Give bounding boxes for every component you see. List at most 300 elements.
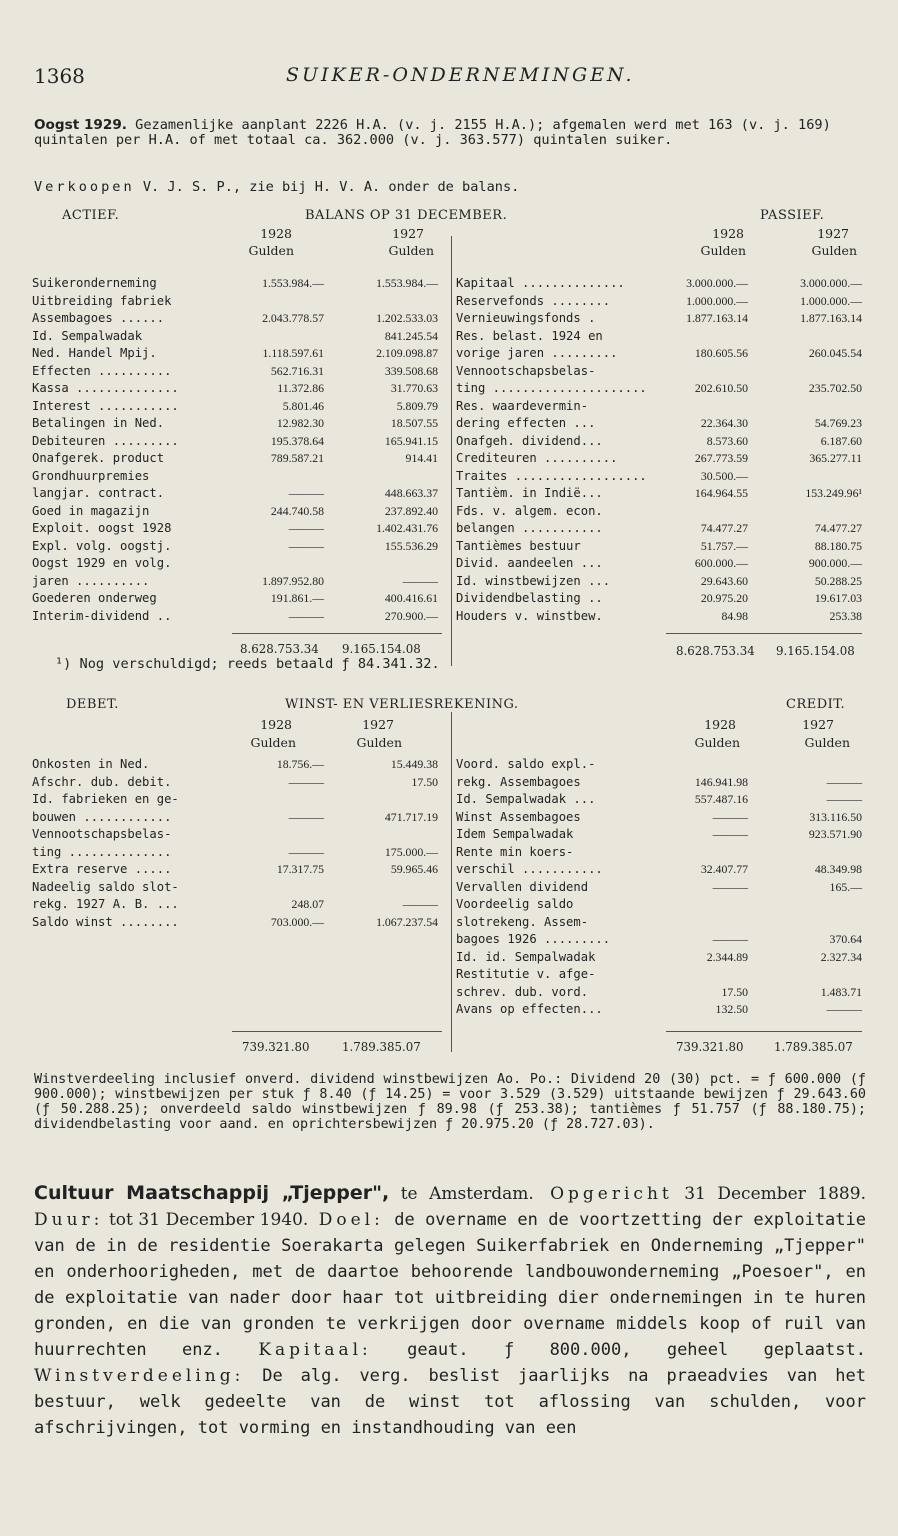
row-value-1928: 3.000.000.—: [686, 276, 748, 290]
row-label: Reservefonds ........: [456, 293, 611, 308]
passief-row: [456, 345, 862, 363]
row-label: belangen ...........: [456, 521, 603, 535]
debet-row: [32, 756, 438, 774]
credit-row: [456, 809, 862, 827]
row-value-1928: [656, 914, 748, 932]
balans-total-right-b: 9.165.154.08: [776, 644, 855, 658]
row-value-1928: ———: [288, 521, 324, 535]
passief-table: [456, 275, 862, 625]
row-value-1927: 400.416.61: [384, 591, 438, 605]
row-label: Saldo winst ........: [32, 914, 179, 929]
balans-right-total-rule: [666, 633, 862, 634]
credit-row: [456, 931, 862, 949]
row-label: rekg. Assembagoes: [456, 774, 581, 789]
row-value-1928: 1.897.952.80: [262, 573, 324, 588]
row-value-1928: ———: [288, 486, 324, 500]
row-label: Onkosten in Ned.: [32, 757, 150, 771]
cultuur-place: te Amsterdam.: [389, 1184, 534, 1204]
balans-total-left-b: 9.165.154.08: [342, 642, 421, 656]
row-value-1927: 59.965.46: [390, 862, 438, 876]
row-value-1927: 270.900.—: [384, 608, 438, 623]
row-value-1928: 146.941.98: [694, 774, 748, 789]
passief-row: [456, 433, 862, 451]
oogst-text: Gezamenlijke aanplant 2226 H.A. (v. j. 2155 H.A.); afgemalen werd met 163 (v. j. 169) quintalen per H.A. of met totaal ca. 362.000 (v. j. 363.577) quintalen suiker.: [34, 117, 831, 148]
row-value-1927: 19.617.03: [814, 591, 862, 605]
winst-right-caption: CREDIT.: [786, 697, 846, 712]
actief-row: [32, 380, 438, 398]
passief-row: [456, 608, 862, 626]
row-value-1928: [656, 398, 748, 416]
debet-row: [32, 879, 438, 897]
row-value-1927: [748, 966, 862, 984]
balans-footnote: ¹) Nog verschuldigd; reeds betaald ƒ 84.341.32.: [55, 656, 440, 672]
row-value-1928: 51.757.—: [700, 538, 748, 553]
actief-row: [32, 433, 438, 451]
row-value-1928: [656, 756, 748, 774]
duur-text: tot 31 December 1940.: [103, 1210, 309, 1230]
row-value-1927: 153.249.96¹: [805, 486, 862, 500]
kapitaal-text: geaut. ƒ 800.000, geheel geplaatst.: [371, 1340, 866, 1360]
row-label: Id. winstbewijzen ...: [456, 573, 611, 588]
oogst-label: Oogst 1929.: [34, 117, 127, 133]
balans-right-year-b: 1927: [817, 226, 849, 241]
balans-right-caption: PASSIEF.: [760, 208, 825, 223]
row-label: Res. waardevermin-: [456, 398, 589, 413]
debet-row: [32, 896, 438, 914]
winst-total-right-a: 739.321.80: [676, 1040, 744, 1054]
passief-row: [456, 450, 862, 468]
row-label: Voord. saldo expl.-: [456, 757, 596, 771]
balans-right-unit-a: Gulden: [700, 243, 746, 258]
row-value-1927: 1.553.984.—: [376, 276, 438, 290]
credit-row: [456, 1001, 862, 1019]
passief-row: [456, 573, 862, 591]
row-value-1927: 260.045.54: [808, 346, 862, 360]
row-label: Houders v. winstbew.: [456, 608, 603, 623]
row-value-1927: [748, 328, 862, 346]
actief-row: [32, 310, 438, 328]
winst-divider: [451, 712, 452, 1052]
row-value-1927: ———: [402, 573, 438, 588]
row-value-1928: ———: [712, 932, 748, 946]
winst-left-year-a: 1928: [260, 717, 292, 732]
row-value-1928: 202.610.50: [694, 381, 748, 395]
passief-row: [456, 293, 862, 311]
row-value-1927: 1.402.431.76: [376, 521, 438, 535]
row-value-1928: 248.07: [291, 897, 324, 911]
balans-left-caption: ACTIEF.: [62, 208, 120, 223]
passief-row: [456, 485, 862, 503]
actief-row: [32, 608, 438, 626]
verkoopen-label: Verkoopen: [34, 179, 135, 195]
row-label: Goederen onderweg: [32, 591, 157, 605]
doel-text: de overname en de voortzetting der exploitatie van de in de residentie Soerakarta gelegen Suikerfabriek en Onderneming „Tjepper" en onderhoorigheden, met de daartoe behoorende landbouwonderneming „Poesoer", en de exploitatie van nader door haar tot uitbreiding dier ondernemingen in te huren gronden, en die van gronden te verkrijgen door overname middels koop of ruil van huurrechten enz.: [34, 1210, 866, 1360]
duur-label: Duur:: [34, 1210, 104, 1230]
row-value-1928: 562.716.31: [270, 363, 324, 378]
row-value-1927: 914.41: [405, 451, 438, 465]
row-value-1927: 923.571.90: [808, 827, 862, 841]
row-value-1927: [324, 826, 438, 844]
row-value-1928: 191.861.—: [270, 591, 324, 605]
row-value-1927: 50.288.25: [814, 573, 862, 588]
row-value-1928: 1.553.984.—: [262, 276, 324, 290]
row-value-1928: 1.000.000.—: [686, 293, 748, 308]
row-value-1927: 2.327.34: [820, 949, 862, 964]
winstverdeeling-label: Winstverdeeling:: [34, 1366, 245, 1386]
row-value-1928: 29.643.60: [700, 573, 748, 588]
actief-row: [32, 468, 438, 486]
row-value-1927: 313.116.50: [809, 809, 862, 824]
credit-row: [456, 896, 862, 914]
row-label: Divid. aandeelen ...: [456, 556, 603, 570]
row-label: Tantièmes bestuur: [456, 538, 581, 553]
row-value-1928: 30.500.—: [700, 468, 748, 483]
row-label: slotrekeng. Assem-: [456, 914, 589, 929]
row-value-1928: 2.043.778.57: [262, 311, 324, 325]
balans-total-right-a: 8.628.753.34: [676, 644, 755, 658]
row-label: Id. Sempalwadak: [32, 328, 143, 343]
row-label: Crediteuren ..........: [456, 451, 618, 465]
credit-row: [456, 791, 862, 809]
row-value-1928: [232, 555, 324, 573]
row-label: Onafgeh. dividend...: [456, 433, 603, 448]
credit-row: [456, 826, 862, 844]
row-value-1928: 1.877.163.14: [686, 311, 748, 325]
actief-row: [32, 573, 438, 591]
row-value-1928: 5.801.46: [282, 398, 324, 413]
row-value-1927: ———: [826, 774, 862, 789]
row-value-1927: 165.—: [829, 879, 862, 894]
row-value-1927: [324, 555, 438, 573]
actief-row: [32, 590, 438, 608]
row-value-1928: [656, 363, 748, 381]
row-value-1928: 2.344.89: [706, 949, 748, 964]
debet-row: [32, 774, 438, 792]
row-value-1928: ———: [712, 879, 748, 894]
row-value-1928: [656, 896, 748, 914]
row-label: Assembagoes ......: [32, 311, 165, 325]
row-value-1927: 48.349.98: [814, 862, 862, 876]
balans-center-caption: BALANS OP 31 DECEMBER.: [305, 208, 508, 223]
row-value-1928: 11.372.86: [277, 381, 324, 395]
winst-left-year-b: 1927: [362, 717, 394, 732]
row-value-1927: ———: [826, 792, 862, 806]
credit-row: [456, 949, 862, 967]
row-label: Exploit. oogst 1928: [32, 521, 172, 535]
row-value-1927: 365.277.11: [809, 451, 862, 465]
row-label: Vennootschapsbelas-: [456, 363, 596, 378]
row-value-1928: 17.50: [721, 984, 748, 999]
actief-row: [32, 293, 438, 311]
row-label: Dividendbelasting ..: [456, 591, 603, 605]
row-label: Interim-dividend ..: [32, 608, 172, 623]
row-value-1927: 471.717.19: [384, 809, 438, 824]
row-label: Id. fabrieken en ge-: [32, 792, 179, 806]
row-value-1927: [748, 468, 862, 486]
passief-row: [456, 328, 862, 346]
row-label: Rente min koers-: [456, 844, 574, 859]
row-value-1928: 8.573.60: [706, 433, 748, 448]
row-value-1927: [324, 293, 438, 311]
balans-right-year-a: 1928: [712, 226, 744, 241]
row-value-1928: [232, 468, 324, 486]
row-value-1927: [748, 503, 862, 521]
row-value-1927: 155.536.29: [384, 538, 438, 553]
row-value-1927: [748, 398, 862, 416]
passief-row: [456, 590, 862, 608]
row-value-1927: ———: [826, 1002, 862, 1016]
row-value-1927: 900.000.—: [808, 556, 862, 570]
row-label: Restitutie v. afge-: [456, 967, 596, 981]
row-value-1928: ———: [712, 827, 748, 841]
passief-row: [456, 380, 862, 398]
row-label: Uitbreiding fabriek: [32, 293, 172, 308]
row-value-1928: ———: [288, 844, 324, 859]
row-value-1927: [748, 363, 862, 381]
actief-row: [32, 328, 438, 346]
row-value-1927: 17.50: [411, 774, 438, 789]
row-value-1927: 1.000.000.—: [800, 293, 862, 308]
row-label: Voordeelig saldo: [456, 897, 574, 911]
row-value-1927: 1.202.533.03: [376, 311, 438, 325]
actief-row: [32, 538, 438, 556]
credit-table: [456, 756, 862, 1019]
row-label: Winst Assembagoes: [456, 809, 581, 824]
balans-left-total-rule: [232, 633, 442, 634]
debet-row: [32, 826, 438, 844]
winst-left-caption: DEBET.: [66, 697, 119, 712]
balans-divider: [451, 236, 452, 666]
row-label: Kassa ..............: [32, 381, 179, 395]
row-value-1927: ———: [402, 897, 438, 911]
winst-left-total-rule: [232, 1031, 442, 1032]
row-label: langjar. contract.: [32, 486, 165, 500]
credit-row: [456, 774, 862, 792]
debet-table: [32, 756, 438, 931]
row-label: rekg. 1927 A. B. ...: [32, 897, 179, 911]
row-label: ting .....................: [456, 381, 647, 395]
row-label: Id. Sempalwadak ...: [456, 792, 596, 806]
balans-total-left-a: 8.628.753.34: [240, 642, 319, 656]
row-label: Debiteuren .........: [32, 433, 179, 448]
winst-total-left-b: 1.789.385.07: [342, 1040, 421, 1054]
row-label: Vernieuwingsfonds .: [456, 311, 596, 325]
row-value-1927: 253.38: [829, 608, 862, 623]
passief-row: [456, 503, 862, 521]
row-label: Interest ...........: [32, 398, 179, 413]
balans-right-unit-b: Gulden: [811, 243, 857, 258]
winst-center-caption: WINST- EN VERLIESREKENING.: [285, 697, 519, 712]
row-value-1928: [232, 826, 324, 844]
row-label: vorige jaren .........: [456, 346, 618, 360]
row-label: Tantièm. in Indië...: [456, 486, 603, 500]
row-value-1927: 88.180.75: [814, 538, 862, 553]
actief-row: [32, 555, 438, 573]
actief-row: [32, 503, 438, 521]
debet-row: [32, 914, 438, 932]
row-label: Grondhuurpremies: [32, 468, 150, 483]
row-value-1928: ———: [712, 809, 748, 824]
actief-row: [32, 275, 438, 293]
balans-left-year-b: 1927: [392, 226, 424, 241]
row-label: bouwen ............: [32, 809, 172, 824]
row-label: Oogst 1929 en volg.: [32, 556, 172, 570]
row-value-1928: ———: [288, 538, 324, 553]
row-value-1928: 600.000.—: [694, 556, 748, 570]
row-value-1927: [748, 756, 862, 774]
row-value-1927: [324, 791, 438, 809]
row-value-1928: 244.740.58: [270, 503, 324, 518]
row-label: Extra reserve .....: [32, 862, 172, 876]
passief-row: [456, 415, 862, 433]
row-value-1928: ———: [288, 809, 324, 824]
row-value-1928: 789.587.21: [270, 451, 324, 465]
row-label: Effecten ..........: [32, 363, 172, 378]
row-label: Nadeelig saldo slot-: [32, 879, 179, 894]
passief-row: [456, 275, 862, 293]
row-label: Avans op effecten...: [456, 1002, 603, 1016]
row-label: Suikeronderneming: [32, 276, 157, 290]
row-label: Vennootschapsbelas-: [32, 827, 172, 841]
row-value-1928: 267.773.59: [694, 451, 748, 465]
row-value-1927: [324, 879, 438, 897]
actief-row: [32, 520, 438, 538]
row-value-1927: 339.508.68: [384, 363, 438, 378]
credit-row: [456, 914, 862, 932]
credit-row: [456, 861, 862, 879]
row-value-1927: 165.941.15: [384, 433, 438, 448]
row-value-1927: 3.000.000.—: [800, 276, 862, 290]
row-value-1928: [656, 328, 748, 346]
row-label: Res. belast. 1924 en: [456, 328, 603, 343]
row-value-1927: 1.483.71: [820, 984, 862, 999]
oogst-paragraph: [34, 118, 866, 148]
row-value-1928: 1.118.597.61: [262, 346, 324, 360]
credit-row: [456, 966, 862, 984]
winst-left-unit-a: Gulden: [250, 735, 296, 750]
row-value-1927: 370.64: [829, 932, 862, 946]
winst-total-left-a: 739.321.80: [242, 1040, 310, 1054]
row-value-1928: 22.364.30: [700, 416, 748, 430]
row-label: dering effecten ...: [456, 416, 596, 430]
row-value-1927: [748, 896, 862, 914]
row-value-1928: 32.407.77: [700, 862, 748, 876]
actief-row: [32, 485, 438, 503]
passief-row: [456, 555, 862, 573]
row-label: jaren ..........: [32, 573, 150, 588]
row-value-1927: 5.809.79: [396, 398, 438, 413]
row-label: Vervallen dividend: [456, 879, 589, 894]
row-value-1928: 74.477.27: [700, 521, 748, 535]
winst-right-unit-b: Gulden: [804, 735, 850, 750]
row-value-1927: 448.663.37: [384, 486, 438, 500]
row-value-1928: 12.982.30: [276, 416, 324, 430]
passief-row: [456, 468, 862, 486]
credit-row: [456, 879, 862, 897]
row-value-1927: 1.067.237.54: [376, 914, 438, 929]
row-value-1928: 132.50: [715, 1002, 748, 1016]
actief-row: [32, 450, 438, 468]
row-value-1928: 17.317.75: [276, 862, 324, 876]
winst-right-year-b: 1927: [802, 717, 834, 732]
row-value-1928: 195.378.64: [270, 433, 324, 448]
verkoopen-paragraph: [34, 180, 866, 195]
row-label: Betalingen in Ned.: [32, 416, 165, 430]
page-number: 1368: [34, 64, 85, 88]
row-value-1928: [656, 966, 748, 984]
row-label: Expl. volg. oogstj.: [32, 538, 172, 553]
debet-row: [32, 861, 438, 879]
row-value-1927: 6.187.60: [820, 433, 862, 448]
winst-right-year-a: 1928: [704, 717, 736, 732]
debet-row: [32, 809, 438, 827]
row-value-1928: 164.964.55: [694, 486, 748, 500]
kapitaal-label: Kapitaal:: [258, 1340, 372, 1360]
actief-row: [32, 345, 438, 363]
row-value-1928: [656, 503, 748, 521]
row-value-1927: 54.769.23: [814, 416, 862, 430]
row-value-1928: [232, 791, 324, 809]
passief-row: [456, 310, 862, 328]
row-label: Goed in magazijn: [32, 503, 150, 518]
credit-row: [456, 756, 862, 774]
balans-left-unit-b: Gulden: [388, 243, 434, 258]
winst-left-unit-b: Gulden: [356, 735, 402, 750]
row-value-1928: [232, 328, 324, 346]
row-value-1928: 180.605.56: [694, 346, 748, 360]
passief-row: [456, 363, 862, 381]
passief-row: [456, 538, 862, 556]
row-label: Ned. Handel Mpij.: [32, 346, 157, 360]
row-value-1927: [324, 468, 438, 486]
credit-row: [456, 984, 862, 1002]
row-value-1928: ———: [288, 608, 324, 623]
actief-table: [32, 275, 438, 625]
row-value-1927: 2.109.098.87: [376, 346, 438, 360]
row-value-1927: [748, 844, 862, 862]
passief-row: [456, 398, 862, 416]
cultuur-title: Cultuur Maatschappij „Tjepper",: [34, 1182, 390, 1204]
actief-row: [32, 398, 438, 416]
balans-left-unit-a: Gulden: [248, 243, 294, 258]
row-label: verschil ...........: [456, 862, 603, 876]
row-label: Id. id. Sempalwadak: [456, 949, 596, 964]
row-value-1928: 557.487.16: [694, 792, 748, 806]
row-value-1927: 18.507.55: [390, 416, 438, 430]
row-value-1927: 841.245.54: [384, 328, 438, 343]
winstverdeeling-text: De alg. verg. beslist jaarlijks na praeadvies van het bestuur, welk gedeelte van de winst tot aflossing van schulden, voor afschrijvingen, tot vorming en instandhouding van een: [34, 1366, 866, 1438]
row-value-1928: 20.975.20: [700, 591, 748, 605]
verkoopen-text: V. J. S. P., zie bij H. V. A. onder de balans.: [134, 179, 520, 195]
row-value-1928: [656, 844, 748, 862]
row-label: Kapitaal ..............: [456, 276, 625, 290]
row-value-1927: 74.477.27: [814, 521, 862, 535]
opgericht-text: 31 December 1889.: [672, 1184, 866, 1204]
row-value-1928: [232, 293, 324, 311]
row-label: ting ..............: [32, 844, 172, 859]
debet-row: [32, 844, 438, 862]
row-label: Traites ..................: [456, 468, 647, 483]
row-label: bagoes 1926 .........: [456, 932, 611, 946]
opgericht-label: Opgericht: [550, 1184, 673, 1204]
credit-row: [456, 844, 862, 862]
row-label: Afschr. dub. debit.: [32, 774, 172, 789]
row-value-1927: 1.877.163.14: [800, 311, 862, 325]
row-value-1928: 703.000.—: [270, 914, 324, 929]
row-value-1927: 31.770.63: [390, 381, 438, 395]
actief-row: [32, 363, 438, 381]
row-label: Idem Sempalwadak: [456, 827, 574, 841]
